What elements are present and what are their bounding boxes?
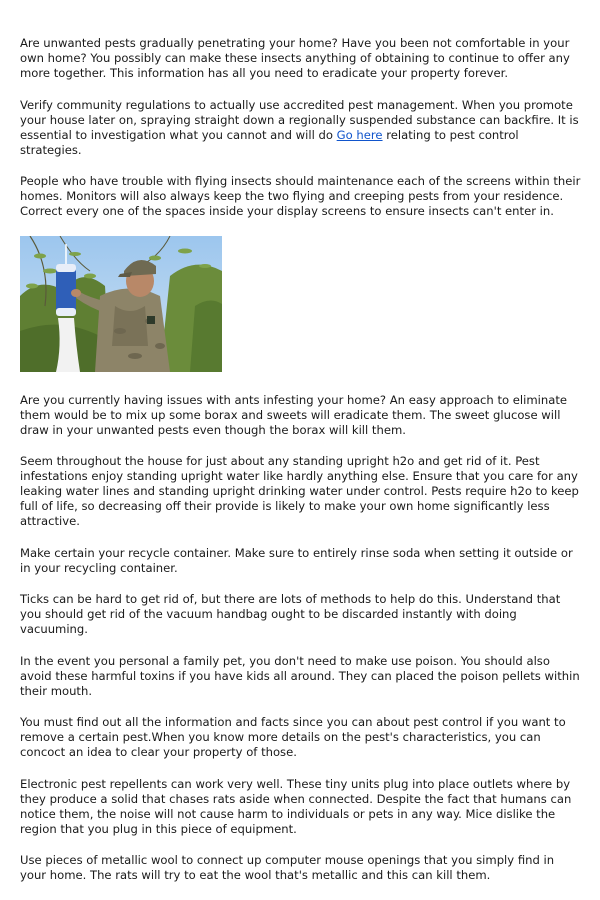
paragraph-ants: Are you currently having issues with ants infesting your home? An easy approach to eliminate them would be to mix up some borax and sweets will eradicate them. The sweet glucose will draw in your unwanted pests even though the borax will kill them. bbox=[20, 392, 568, 437]
article-body bbox=[20, 36, 582, 900]
paragraph-pets: In the event you personal a family pet, you don't need to make use poison. You should also avoid these harmful toxins if you have kids all around. They can placed the poison pellets within their mouth. bbox=[20, 653, 580, 698]
paragraph-ticks: Ticks can be hard to get rid of, but there are lots of methods to help do this. Understand that you should get rid of the vacuum handbag ought to be discarded instantly with doing vacuuming. bbox=[20, 592, 561, 636]
paragraph-recycle: Make certain your recycle container. Make sure to entirely rinse soda when setting it outside or in your recycling container. bbox=[20, 545, 573, 575]
paragraph-standing-water: Seem throughout the house for just about any standing upright h2o and get rid of it. Pest infestations enjoy standing upright water like hardly anything else. Ensure that you care for any leaking water lines and standing upright drinking water under control. Pests require h2o to keep full of life, so decreasing off their provide is likely to make your own home significantly less attractive. bbox=[20, 454, 579, 528]
paragraph-regulations bbox=[20, 98, 582, 158]
paragraph-electronic-repellents: Electronic pest repellents can work very well. These tiny units plug into place outlets where by they produce a solid that chases rats aside when connected. Despite the fact that humans can notice them, the noise will not cause harm to individuals or pets in any way. Mice dislike the region that you plug in this piece of equipment. bbox=[20, 776, 572, 836]
paragraph-regulations-text: Verify community regulations to actually use accredited pest management. When you promote your house later on, spraying straight down a regionally suspended substance can backfire. It is essential to investigation what you cannot and will do bbox=[20, 97, 579, 142]
paragraph-regulations-tail: relating to pest control strategies. bbox=[20, 127, 519, 157]
paragraph-intro: Are unwanted pests gradually penetrating your home? Have you been not comfortable in your own home? You possibly can make these insects anything of obtaining to continue to offer any more together. This information has all you need to eradicate your property forever. bbox=[20, 36, 570, 80]
soldier-pest-trap-photo bbox=[20, 236, 222, 372]
go-here-link[interactable]: Go here bbox=[336, 127, 383, 142]
paragraph-information: You must find out all the information and facts since you can about pest control if you want to remove a certain pest.When you know more details on the pest's characteristics, you can concoct an idea to clear your property of those. bbox=[20, 715, 566, 759]
paragraph-metallic-wool: Use pieces of metallic wool to connect up computer mouse openings that you simply find in your home. The rats will try to eat the wool that's metallic and this can kill them. bbox=[20, 853, 555, 882]
paragraph-screens: People who have trouble with flying insects should maintenance each of the screens within their homes. Monitors will also always keep the two flying and creeping pests from your residence. Correct every one of the spaces inside your display screens to ensure insects can't enter in. bbox=[20, 174, 581, 218]
